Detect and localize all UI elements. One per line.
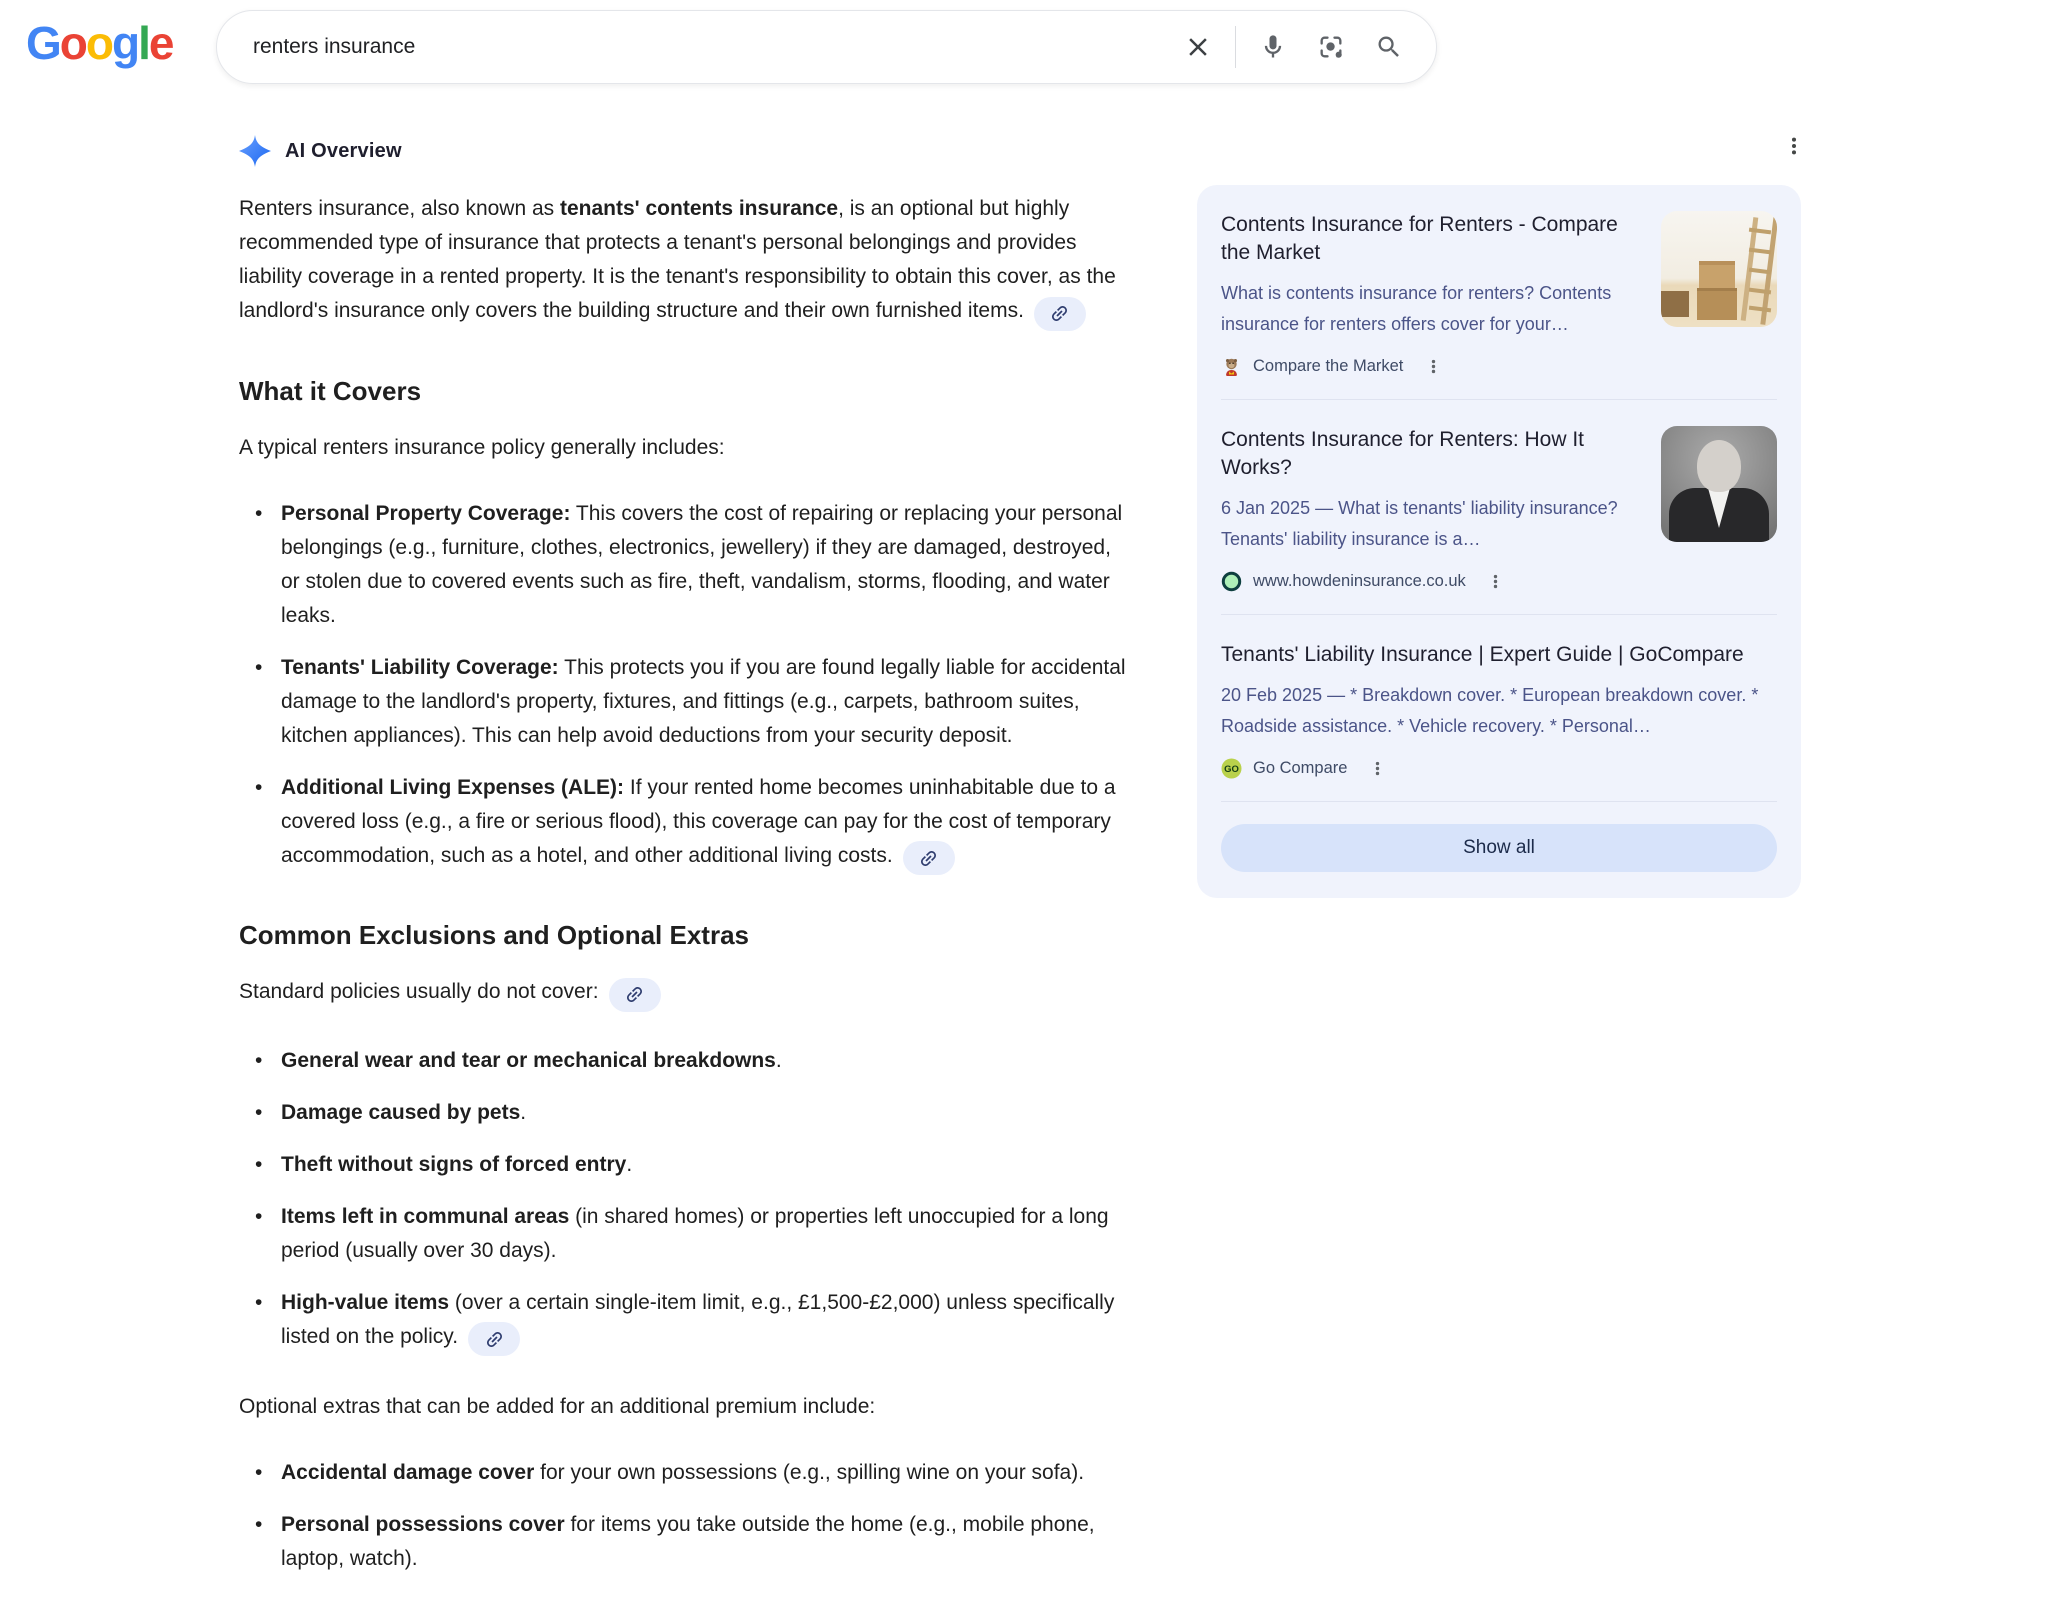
sources-panel	[1197, 185, 1801, 898]
link-icon	[479, 1324, 509, 1354]
more-vert-icon[interactable]	[1364, 755, 1390, 781]
bullet-list	[239, 497, 1135, 876]
text: .	[626, 1152, 633, 1176]
source-link-chip[interactable]	[609, 978, 661, 1012]
source-card-title[interactable]: Contents Insurance for Renters: How It Works?	[1221, 428, 1584, 479]
source-row	[1221, 568, 1643, 594]
bold-text: High-value items	[281, 1290, 450, 1314]
google-logo[interactable]	[26, 16, 172, 70]
logo-letter: o	[59, 17, 86, 69]
source-card-snippet: 6 Jan 2025 — What is tenants' liability insurance? Tenants' liability insurance is a…	[1221, 498, 1618, 549]
source-card[interactable]	[1221, 399, 1777, 614]
list-item	[239, 1096, 1135, 1130]
ai-overview-section	[239, 130, 1135, 1610]
text: This protects you if you are found legally liable for accidental damage to the landlord's property, fixtures, and fittings (e.g., carpets, bathroom suites, kitchen appliances). This can help avoid deductions from your security deposit.	[281, 655, 1126, 747]
bold-text: Damage caused by pets	[281, 1100, 521, 1124]
gocompare-favicon	[1221, 758, 1242, 779]
search-divider	[1235, 26, 1236, 68]
source-row	[1221, 353, 1643, 379]
source-card-title[interactable]: Contents Insurance for Renters - Compare the Market	[1221, 213, 1618, 264]
bullet-list	[239, 1456, 1135, 1576]
show-all-wrap	[1221, 801, 1777, 898]
more-vert-icon[interactable]	[1772, 124, 1816, 168]
source-link-chip[interactable]	[468, 1322, 520, 1356]
source-card-text	[1221, 211, 1643, 379]
thumbnail-image[interactable]	[1661, 426, 1777, 542]
search-icon[interactable]	[1372, 30, 1406, 64]
paragraph	[239, 1390, 1135, 1424]
text: If your rented home becomes uninhabitable due to a covered loss (e.g., a fire or serious flood), this coverage can pay for the cost of temporary accommodation, such as a hotel, and other additional living costs.	[281, 775, 1116, 867]
list-item	[239, 1044, 1135, 1078]
bold-text: Accidental damage cover	[281, 1461, 535, 1484]
source-label: Compare the Market	[1253, 356, 1404, 375]
source-label: www.howdeninsurance.co.uk	[1253, 571, 1466, 590]
text: Standard policies usually do not cover:	[239, 980, 599, 1003]
list-item	[239, 1456, 1135, 1490]
logo-letter: e	[148, 17, 173, 69]
bold-text: Items left in communal areas	[281, 1204, 570, 1228]
source-card-snippet: What is contents insurance for renters? Contents insurance for renters offers cover for your…	[1221, 283, 1612, 334]
text: for your own possessions (e.g., spilling wine on your sofa).	[534, 1461, 1085, 1484]
source-label: Go Compare	[1253, 758, 1348, 777]
text: .	[520, 1100, 527, 1124]
search-input[interactable]: renters insurance	[253, 35, 416, 58]
text: Optional extras that can be added for an additional premium include:	[239, 1395, 876, 1418]
source-row	[1221, 755, 1777, 781]
logo-letter: G	[26, 17, 60, 69]
text: Renters insurance, also known as	[239, 197, 560, 220]
bullet-list	[239, 1044, 1135, 1357]
logo-letter: g	[112, 17, 139, 69]
source-card-text	[1221, 426, 1643, 594]
link-icon	[914, 843, 944, 873]
source-card[interactable]	[1221, 185, 1777, 399]
text: (over a certain single-item limit, e.g., £1,500-£2,000) unless specifically listed on the policy.	[281, 1290, 1115, 1348]
list-item	[239, 1148, 1135, 1182]
logo-letter: l	[138, 17, 149, 69]
list-item	[239, 1508, 1135, 1576]
list-item	[239, 1200, 1135, 1268]
text: , is an optional but highly recommended type of insurance that protects a tenant's personal belongings and provides liability coverage in a rented property. It is the tenant's responsibility to obtain this cover, as the landlord's insurance only covers the building structure and their own furnished items.	[239, 197, 1116, 322]
bold-text: Personal Property Coverage:	[281, 501, 571, 525]
bold-text: General wear and tear or mechanical breakdowns	[281, 1048, 776, 1072]
ai-overview-header	[239, 130, 1135, 172]
link-icon	[620, 980, 650, 1010]
more-vert-icon[interactable]	[1483, 568, 1509, 594]
search-bar	[216, 10, 1437, 84]
list-item	[239, 1286, 1135, 1357]
bold-text: Tenants' Liability Coverage:	[281, 655, 559, 679]
text: A typical renters insurance policy generally includes:	[239, 435, 725, 459]
list-item	[239, 651, 1135, 753]
close-icon[interactable]	[1181, 30, 1215, 64]
ai-overview-label: AI Overview	[285, 139, 402, 162]
bold-text: tenants' contents insurance	[560, 197, 839, 220]
more-vert-icon[interactable]	[1420, 353, 1446, 379]
howden-favicon	[1221, 571, 1242, 592]
text: .	[775, 1048, 782, 1072]
paragraph	[239, 431, 1135, 465]
svg-text:GO: GO	[1224, 763, 1239, 775]
link-icon	[1045, 299, 1075, 329]
text: This covers the cost of repairing or replacing your personal belongings (e.g., furniture, clothes, electronics, jewellery) if they are damaged, destroyed, or stolen due to covered events such as fire, theft, vandalism, storms, flooding, and water leaks.	[281, 501, 1123, 627]
source-link-chip[interactable]	[903, 841, 955, 875]
section-heading: Common Exclusions and Optional Extras	[239, 920, 749, 950]
bold-text: Additional Living Expenses (ALE):	[281, 775, 625, 799]
source-card-snippet: 20 Feb 2025 — * Breakdown cover. * European breakdown cover. * Roadside assistance. * Vehicle recovery. * Personal…	[1221, 685, 1759, 736]
source-card[interactable]	[1221, 614, 1777, 801]
paragraph	[239, 975, 1135, 1012]
list-item	[239, 497, 1135, 633]
text: for items you take outside the home (e.g., mobile phone, laptop, watch).	[281, 1513, 1095, 1570]
lens-icon[interactable]	[1314, 30, 1348, 64]
source-link-chip[interactable]	[1034, 297, 1086, 331]
logo-letter: o	[85, 17, 112, 69]
sparkle-icon	[239, 135, 271, 167]
paragraph	[239, 192, 1135, 331]
mic-icon[interactable]	[1256, 30, 1290, 64]
bold-text: Theft without signs of forced entry	[281, 1152, 627, 1176]
section-heading: What it Covers	[239, 375, 422, 406]
text: (in shared homes) or properties left unoccupied for a long period (usually over 30 days).	[281, 1204, 1109, 1262]
source-card-text	[1221, 641, 1777, 781]
thumbnail-image[interactable]	[1661, 211, 1777, 327]
source-card-title[interactable]: Tenants' Liability Insurance | Expert Guide | GoCompare	[1221, 643, 1744, 666]
show-all-button[interactable]: Show all	[1221, 824, 1777, 872]
list-item	[239, 771, 1135, 876]
compare-the-market-favicon	[1221, 356, 1242, 377]
bold-text: Personal possessions cover	[281, 1513, 565, 1536]
